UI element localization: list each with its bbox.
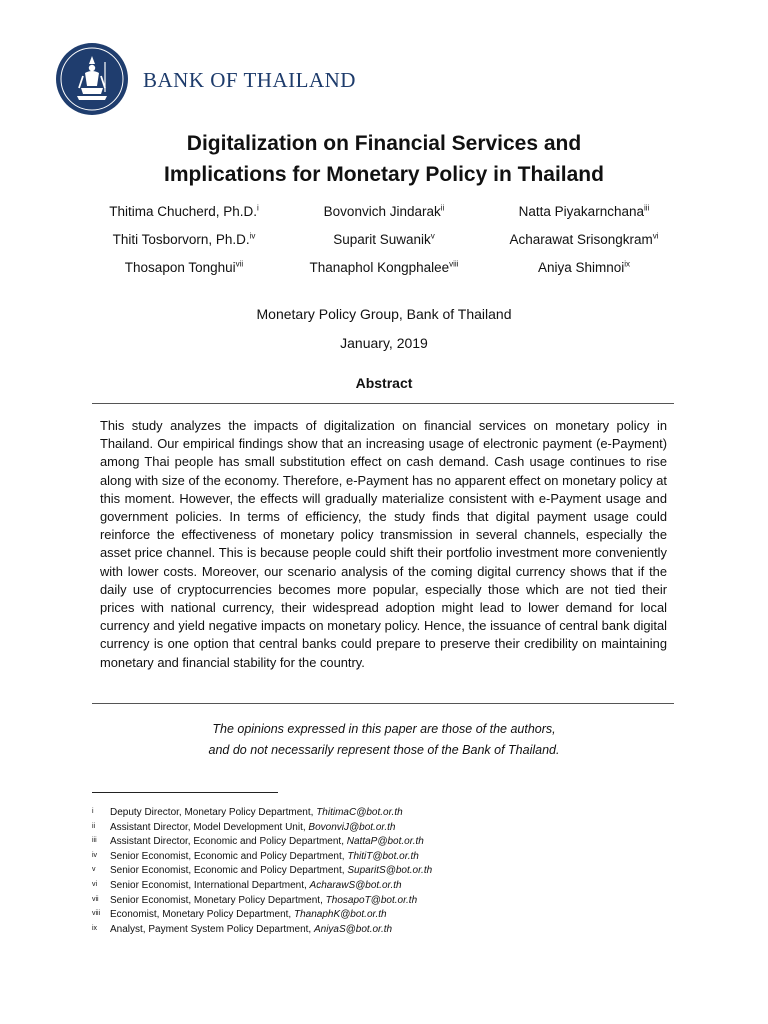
- author-row: [84, 232, 684, 260]
- publication-date: January, 2019: [340, 335, 428, 351]
- title-line-1: Digitalization on Financial Services and: [186, 132, 582, 155]
- footnotes: [92, 806, 692, 937]
- email-link[interactable]: ThanaphK@bot.or.th: [293, 909, 387, 921]
- author: Suparit Suwanik$^v$: [333, 231, 435, 247]
- author: Thosapon Tonghui$^{vii}$: [124, 259, 244, 275]
- abstract-heading: Abstract: [355, 375, 413, 391]
- disclaimer: [0, 719, 768, 761]
- footnote: iii Assistant Director, Economic and Policy Department, NattaP@bot.or.th: [92, 836, 424, 848]
- org-name: BANK OF THAILAND: [143, 67, 356, 92]
- email-link[interactable]: AniyaS@bot.or.th: [313, 923, 393, 935]
- author: Thiti Tosborvorn, Ph.D.$^{iv}$: [112, 231, 256, 247]
- footnote: i Deputy Director, Monetary Policy Department, ThitimaC@bot.or.th: [92, 807, 403, 818]
- email-link[interactable]: NattaP@bot.or.th: [346, 836, 424, 848]
- email-link[interactable]: SuparitS@bot.or.th: [347, 865, 433, 877]
- footnote: iv Senior Economist, Economic and Policy Department, ThitiT@bot.or.th: [92, 850, 419, 862]
- footnote: v Senior Economist, Economic and Policy Department, SuparitS@bot.or.th: [92, 865, 433, 877]
- author-row: [84, 260, 684, 288]
- abstract-text: This study analyzes the impacts of digitalization on financial services on monetary policy in Thailand. Our empirical findings show that an increasing usage of electronic payment (e-Payment) among Thai people has small substitution effect on cash demand. Cash usage continues to rise along with size of the economy. Therefore, e-Payment has no apparent effect on monetary policy at this moment. However, the effects will gradually materialize consistent with e-Payment usage and government policies. In terms of efficiency, the study finds that digital payment usage could reinforce the effectiveness of monetary policy transmission in several channels, especially the asset price channel. This is because people could shift their portfolio investment more conveniently with lower costs. Moreover, our scenario analysis of the coming digital currency shows that if the daily use of cryptocurrencies becomes more popular, especially those which are not tied their prices with national currency, their widespread adoption might lead to lower demand for local currency and yield negative impacts on monetary policy. Hence, the issuance of central bank digital currency is one option that central banks could prepare to preserve their credibility on maintaining monetary and financial stability for the country.: [100, 418, 667, 670]
- divider: [92, 403, 674, 404]
- disclaimer-line-2: and do not necessarily represent those of the Bank of Thailand.: [208, 743, 560, 757]
- divider: [92, 703, 674, 704]
- footnote: vii Senior Economist, Monetary Policy Department, ThosapoT@bot.or.th: [92, 894, 418, 906]
- email-link[interactable]: ThitiT@bot.or.th: [347, 850, 419, 862]
- affiliation: Monetary Policy Group, Bank of Thailand: [256, 306, 512, 322]
- author-row: [84, 204, 684, 232]
- author-list: [84, 204, 684, 288]
- email-link[interactable]: AcharawS@bot.or.th: [309, 879, 402, 891]
- disclaimer-line-1: The opinions expressed in this paper are those of the authors,: [212, 722, 556, 736]
- footnote: vi Senior Economist, International Department, AcharawS@bot.or.th: [92, 879, 402, 891]
- footnote: viii Economist, Monetary Policy Department, ThanaphK@bot.or.th: [92, 909, 387, 921]
- email-link[interactable]: ThitimaC@bot.or.th: [316, 807, 403, 818]
- email-link[interactable]: BovonviJ@bot.or.th: [308, 821, 396, 833]
- title-line-2: Implications for Monetary Policy in Thailand: [164, 163, 604, 186]
- author: Thanaphol Kongphalee$^{viii}$: [309, 259, 459, 275]
- bank-seal-logo: [55, 42, 129, 116]
- footnote-separator: [92, 792, 278, 793]
- author: Bovonvich Jindarak$^{ii}$: [323, 203, 445, 219]
- header: [55, 42, 356, 116]
- footnote: ix Analyst, Payment System Policy Department, AniyaS@bot.or.th: [92, 923, 393, 935]
- email-link[interactable]: ThosapoT@bot.or.th: [325, 894, 418, 906]
- author: Natta Piyakarnchana$^{iii}$: [518, 203, 650, 219]
- author: Aniya Shimnoi$^{ix}$: [537, 259, 631, 275]
- author: Acharawat Srisongkram$^{vi}$: [509, 231, 659, 247]
- author: Thitima Chucherd, Ph.D.$^i$: [109, 203, 259, 219]
- footnote: ii Assistant Director, Model Development Unit, BovonviJ@bot.or.th: [92, 821, 396, 833]
- paper-title: [0, 128, 768, 190]
